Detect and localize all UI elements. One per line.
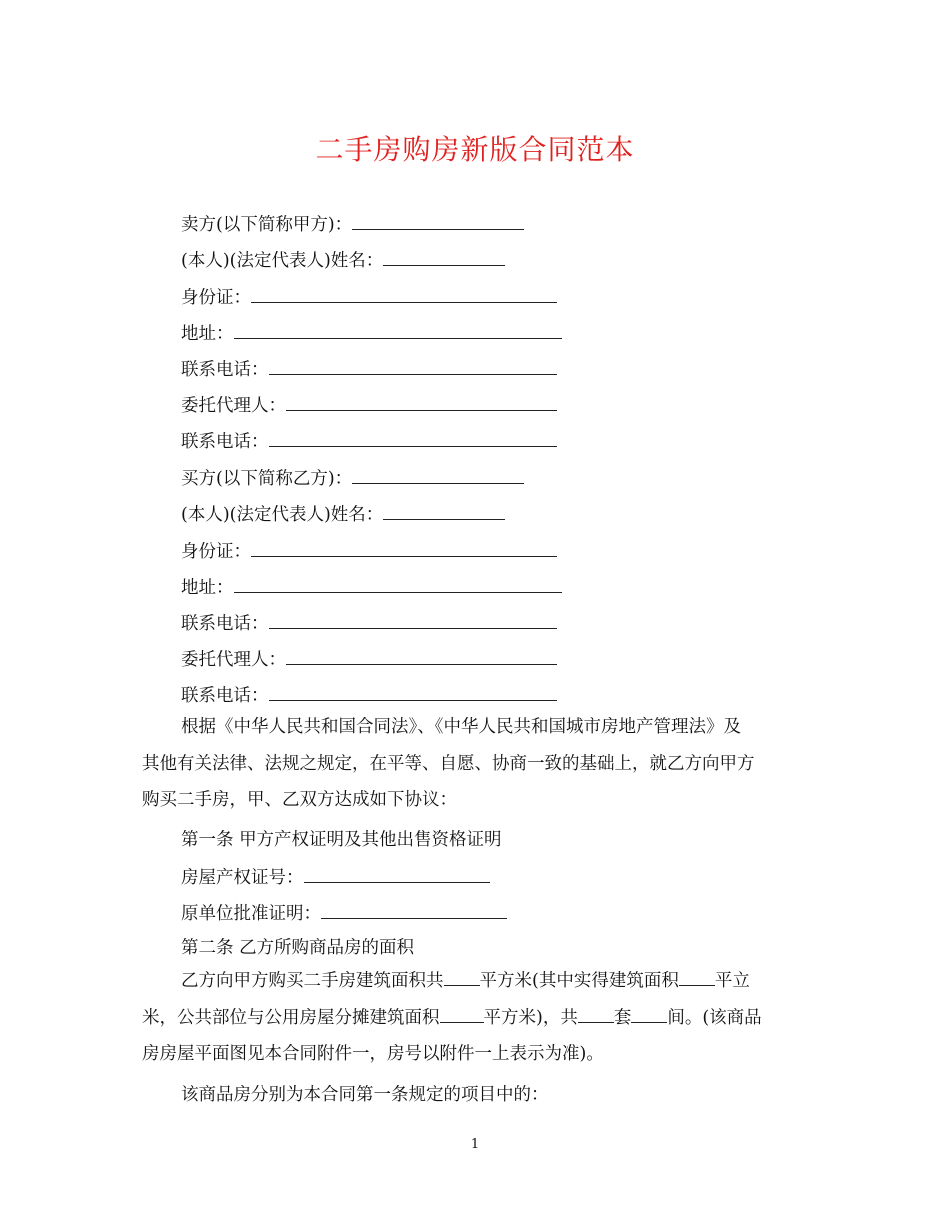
seller-id-line: [181, 284, 557, 310]
article2-text-2c: 套: [613, 1007, 632, 1028]
buyer-agent-phone-blank: [269, 682, 557, 701]
seller-name-blank: [383, 247, 505, 266]
units-blank: [578, 1004, 614, 1023]
seller-address-label: 地址：: [181, 324, 234, 344]
article2-text-2b: 平方米)，共: [483, 1007, 578, 1028]
seller-phone-blank: [269, 356, 557, 375]
buyer-agent-phone-label: 联系电话：: [181, 686, 269, 706]
seller-heading-label: 卖方(以下简称甲方)：: [181, 215, 353, 235]
intro-line-1: 根据《中华人民共和国合同法》、《中华人民共和国城市房地产管理法》及: [181, 717, 741, 737]
buyer-id-blank: [251, 538, 557, 557]
article1-approval-label: 原单位批准证明：: [181, 904, 321, 924]
seller-blank: [352, 211, 524, 230]
buyer-agent-line: [181, 646, 557, 672]
seller-agent-phone-blank: [269, 428, 557, 447]
article2-heading: 第二条 乙方所购商品房的面积: [181, 938, 415, 958]
buyer-phone-line: [181, 610, 557, 636]
area-actual-blank: [679, 967, 715, 986]
buyer-heading-label: 买方(以下简称乙方)：: [181, 469, 353, 489]
article2-paragraph: [142, 963, 810, 1113]
seller-agent-label: 委托代理人：: [181, 396, 286, 416]
page-number: 1: [470, 1137, 480, 1152]
article1-approval-line: [181, 900, 507, 926]
buyer-name-line: [181, 501, 505, 527]
intro-line-3: 购买二手房，甲、乙双方达成如下协议：: [142, 790, 457, 810]
seller-name-line: [181, 247, 505, 273]
buyer-address-blank: [234, 574, 562, 593]
article2-line-2: [142, 1000, 810, 1037]
buyer-name-blank: [383, 501, 505, 520]
buyer-agent-label: 委托代理人：: [181, 650, 286, 670]
article2-text-2d: 间。(该商品: [667, 1007, 762, 1028]
article2-line-1: [142, 963, 810, 1000]
article1-approval-blank: [321, 900, 507, 919]
seller-address-blank: [234, 320, 562, 339]
area-shared-blank: [440, 1004, 484, 1023]
article2-text-1b: 平方米(其中实得建筑面积: [479, 971, 679, 991]
area-total-blank: [444, 967, 480, 986]
seller-agent-blank: [286, 392, 557, 411]
seller-phone-label: 联系电话：: [181, 360, 269, 380]
article1-cert-line: [181, 864, 490, 890]
buyer-address-label: 地址：: [181, 578, 234, 598]
seller-phone-line: [181, 356, 557, 382]
article2-line-4: 该商品房分别为本合同第一条规定的项目中的：: [181, 1084, 549, 1105]
seller-id-label: 身份证：: [181, 288, 251, 308]
article1-cert-blank: [304, 864, 490, 883]
article2-text-1c: 平立: [714, 971, 750, 991]
rooms-blank: [631, 1004, 667, 1023]
buyer-name-label: (本人)(法定代表人)姓名：: [181, 505, 384, 525]
buyer-agent-phone-line: [181, 682, 557, 708]
seller-heading-line: [181, 211, 524, 237]
document-title: 二手房购房新版合同范本: [315, 133, 635, 166]
seller-agent-phone-label: 联系电话：: [181, 432, 269, 452]
article2-text-1a: 乙方向甲方购买二手房建筑面积共: [181, 971, 444, 991]
seller-id-blank: [251, 284, 557, 303]
buyer-address-line: [181, 574, 562, 600]
article1-heading: 第一条 甲方产权证明及其他出售资格证明: [181, 830, 502, 850]
buyer-blank: [352, 465, 524, 484]
seller-agent-phone-line: [181, 428, 557, 454]
buyer-id-line: [181, 538, 557, 564]
intro-line-2: 其他有关法律、法规之规定，在平等、自愿、协商一致的基础上，就乙方向甲方: [142, 753, 755, 774]
article1-cert-label: 房屋产权证号：: [181, 868, 304, 888]
seller-address-line: [181, 320, 562, 346]
buyer-agent-blank: [286, 646, 557, 665]
article2-line-3: 房房屋平面图见本合同附件一，房号以附件一上表示为准)。: [142, 1044, 604, 1064]
seller-agent-line: [181, 392, 557, 418]
buyer-heading-line: [181, 465, 524, 491]
buyer-id-label: 身份证：: [181, 542, 251, 562]
intro-paragraph: [142, 709, 810, 819]
seller-name-label: (本人)(法定代表人)姓名：: [181, 251, 384, 271]
article2-text-2a: 米，公共部位与公用房屋分摊建筑面积: [142, 1007, 440, 1028]
buyer-phone-label: 联系电话：: [181, 614, 269, 634]
buyer-phone-blank: [269, 610, 557, 629]
